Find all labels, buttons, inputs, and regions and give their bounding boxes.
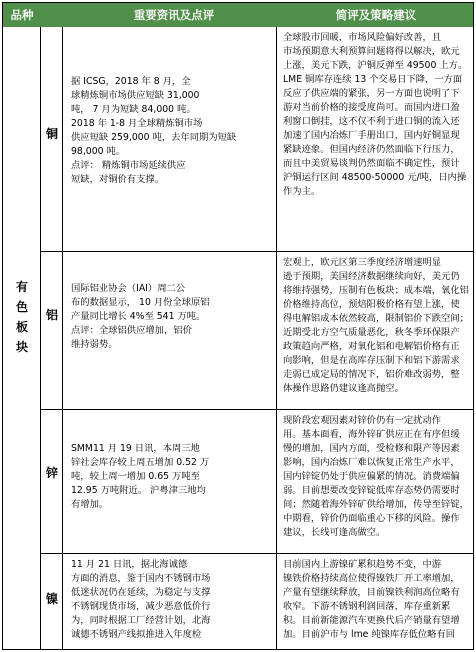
comment-text: 现阶段宏观因素对锌价仍有一定扰动作 用。基本面看，海外锌矿供应正在有序但缓 慢的增加，国内方面，受检修和限产等因素 影响，国内冶炼厂难以恢复正常生产水平， 国内锌锭仍处于供应偏紧的情况。消费端偏 弱。目前想要改变锌锭低库存态势仍需要时 间；然随着海外锌矿供给增加，传导至锌锭， 中期看，锌价仍面临重心下移的风险。操作 建议，长线可逢高做空。 bbox=[283, 415, 469, 538]
table-header bbox=[3, 3, 473, 27]
header-category: 品种 bbox=[10, 8, 34, 22]
header-news: 重要资讯及点评 bbox=[133, 8, 215, 22]
metal-cell bbox=[41, 554, 63, 649]
comment-text: 目前国内上游镍矿累积趋势不变，中游 镍铁价格持续高位使得镍铁厂开工率增加， 产量有望继续释放，目前镍铁利润高位略有 收窄。下游不锈钢利润回落，库存重新累 积。目前新能源汽车更换代后产销量有望增 加。目前沪市与 lme 纯镍库存低位略有回 bbox=[283, 559, 460, 640]
category-cell bbox=[3, 27, 41, 649]
row-copper bbox=[41, 27, 473, 252]
metal-label: 锌 bbox=[45, 466, 58, 480]
metal-cell bbox=[41, 27, 63, 251]
news-text: 据 ICSG，2018 年 8 月，全 球精炼铜市场供应短缺 31,000 吨， 7 月为短缺 84,000 吨。 2018 年 1-8 月全球精炼铜市场 供应短缺 259,000 吨，去年同期为短缺 98,000 吨。 点评： 精炼铜市场延续供应 短缺，对铜价有支撑。 bbox=[71, 76, 237, 185]
row-aluminum bbox=[41, 252, 473, 410]
metal-label: 铜 bbox=[45, 127, 58, 141]
metal-label: 铝 bbox=[45, 308, 58, 322]
metal-cell bbox=[41, 252, 63, 409]
category-label: 有 色 板 块 bbox=[15, 280, 28, 354]
news-cell bbox=[63, 410, 277, 553]
commodity-table bbox=[2, 2, 474, 650]
news-text: SMM11 月 19 日讯，本周三地 锌社会库存较上周五增加 0.52 万 吨，较上周一增加 0.65 万吨至 12.95 万吨附近。 沪粤津三地均 有增加。 bbox=[71, 443, 210, 510]
comment-text: 全球股市回暖，市场风险偏好改善，且 市场预期意大利预算问题将得以解决，欧元 上涨，美元下跌，沪铜反弹至 49500 上方。 LME 铜库存连续 13 个交易日下降，一方面 反应了供应端的紧张，另一方面也说明了下 游对当前价格的接受度尚可。而国内进口盈 利窗口倒挂，这不仅不利于进口铜的流入还 加速了国内冶炼厂手册出口，国内好铜显现 紧缺迹象。但国内经济仍然面临下行压力， 而且中美贸易谈判仍然面临不确定性，预计 沪铜运行区间 48500-50000 元/吨，日内操 作为主。 bbox=[283, 32, 468, 197]
news-cell bbox=[63, 27, 277, 251]
row-nickel bbox=[41, 554, 473, 649]
comment-cell bbox=[277, 554, 473, 649]
news-cell bbox=[63, 554, 277, 649]
news-text: 国际铝业协会（IAI）周二公 布的数据显示， 10 月份全球原铝 产量同比增长 4%至 541 万吨。 点评：全球铝供应增加，铝价 维持弱势。 bbox=[71, 283, 210, 350]
news-text: 11 月 21 日讯，据北海诚德 方面的消息，鉴于国内不锈钢市场 低迷状况仍在延续，为稳定与支撑 不锈钢现货市场，减少恶意低价行 为，同时根据工厂经营计划，北海 诚德不锈钢产线拟推进入年度检 bbox=[71, 559, 211, 640]
comment-text: 宏观上，欧元区第三季度经济增速明显 逊于预期，美国经济数据继续向好，美元仍 将维持强势，压制有色板块；成本端，氧化铝 价格维持高位，预焙阳极价格有望上涨，使 得电解铝成本依然较高，限制铝价下跌空间； 近期受北方空气质量恶化，秋冬季环保限产 政策趋向严格，对氧化铝和电解铝价格有正 向影响，但是在高库存压制下和铝下游需求 走弱已成定局的情况下，铝价难改弱势，整 体操作思路仍建议逢高抛空。 bbox=[283, 257, 469, 394]
comment-cell bbox=[277, 252, 473, 409]
header-comment: 简评及策略建议 bbox=[335, 8, 417, 22]
metal-label: 镍 bbox=[45, 592, 58, 606]
row-zinc bbox=[41, 410, 473, 554]
metal-cell bbox=[41, 410, 63, 553]
news-cell bbox=[63, 252, 277, 409]
comment-cell bbox=[277, 27, 473, 251]
comment-cell bbox=[277, 410, 473, 553]
